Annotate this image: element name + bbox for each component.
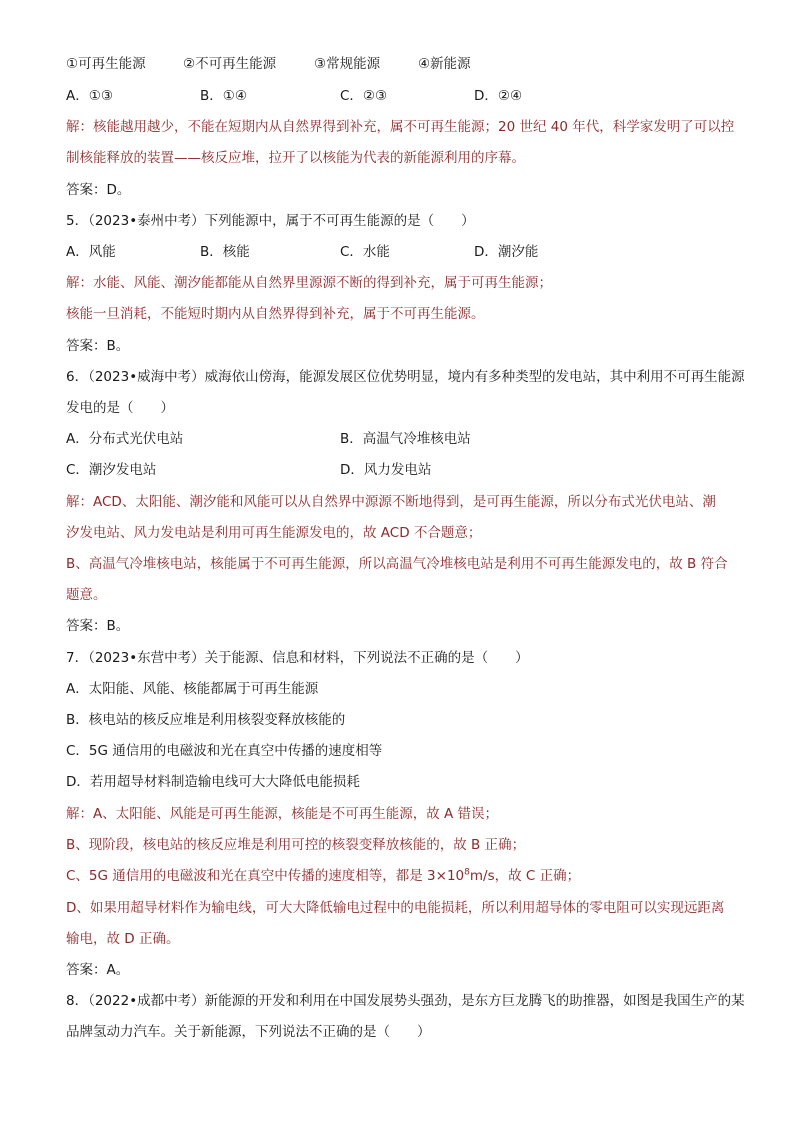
option-type-1: ①可再生能源 xyxy=(66,56,146,72)
option-type-3: ③常规能源 xyxy=(314,56,381,72)
q7-choice-c: C．5G 通信用的电磁波和光在真空中传播的速度相等 xyxy=(66,743,383,759)
q7-solution-line-3 xyxy=(66,866,580,886)
q5-choice-d: D．潮汐能 xyxy=(474,244,539,260)
q7-choice-a: A．太阳能、风能、核能都属于可再生能源 xyxy=(66,681,319,697)
q5-answer: 答案：B。 xyxy=(66,338,130,354)
q6-solution-line-3: B、高温气冷堆核电站，核能属于不可再生能源，所以高温气冷堆核电站是利用不可再生能源发电的，故 B 符合 xyxy=(66,556,728,572)
q8-stem-line-2: 品牌氢动力汽车。关于新能源，下列说法不正确的是（ ） xyxy=(66,1024,431,1040)
q5-choice-a: A．风能 xyxy=(66,244,116,260)
q7-solution-line-3-tail: m/s，故 C 正确； xyxy=(469,868,581,884)
q8-stem-line-1: 8．（2022•成都中考）新能源的开发和利用在中国发展势头强劲，是东方巨龙腾飞的助推器，如图是我国生产的某 xyxy=(66,993,745,1009)
q6-stem-line-1: 6．（2023•威海中考）威海依山傍海，能源发展区位优势明显，境内有多种类型的发电站，其中利用不可再生能源 xyxy=(66,369,745,385)
q6-choice-a: A．分布式光伏电站 xyxy=(66,431,184,447)
q6-choice-c: C．潮汐发电站 xyxy=(66,462,157,478)
q6-choice-b: B．高温气冷堆核电站 xyxy=(340,431,471,447)
q7-solution-line-1: 解：A、太阳能、风能是可再生能源，核能是不可再生能源，故 A 错误； xyxy=(66,806,499,822)
q5-stem: 5．（2023•泰州中考）下列能源中，属于不可再生能源的是（ ） xyxy=(66,213,475,229)
q4-choice-c: C．②③ xyxy=(340,88,388,104)
q6-choice-d: D．风力发电站 xyxy=(340,462,432,478)
option-type-4: ④新能源 xyxy=(418,56,471,72)
q6-solution-line-1: 解：ACD、太阳能、潮汐能和风能可以从自然界中源源不断地得到，是可再生能源，所以分布式光伏电站、潮 xyxy=(66,494,716,510)
q7-stem: 7．（2023•东营中考）关于能源、信息和材料，下列说法不正确的是（ ） xyxy=(66,650,529,666)
q4-solution-line-2: 制核能释放的装置——核反应堆，拉开了以核能为代表的新能源利用的序幕。 xyxy=(66,150,525,166)
q6-stem-line-2: 发电的是（ ） xyxy=(66,400,174,416)
q4-choice-a: A．①③ xyxy=(66,88,113,104)
q4-solution-line-1: 解：核能越用越少，不能在短期内从自然界得到补充，属不可再生能源；20 世纪 40 年代，科学家发明了可以控 xyxy=(66,119,735,135)
q7-choice-d: D．若用超导材料制造输电线可大大降低电能损耗 xyxy=(66,774,360,790)
q7-solution-line-4: D、如果用超导材料作为输电线，可大大降低输电过程中的电能损耗，所以利用超导体的零电阻可以实现远距离 xyxy=(66,900,725,916)
q7-answer: 答案：A。 xyxy=(66,962,130,978)
q4-choice-d: D．②④ xyxy=(474,88,523,104)
q6-solution-line-4: 题意。 xyxy=(66,587,107,603)
q4-choice-b: B．①④ xyxy=(200,88,247,104)
q7-solution-exponent: 8 xyxy=(464,867,470,878)
q6-answer: 答案：B。 xyxy=(66,618,130,634)
q7-solution-line-2: B、现阶段，核电站的核反应堆是利用可控的核裂变释放核能的，故 B 正确； xyxy=(66,837,526,853)
q4-answer: 答案：D。 xyxy=(66,182,131,198)
q5-choice-c: C．水能 xyxy=(340,244,390,260)
q7-choice-b: B．核电站的核反应堆是利用核裂变释放核能的 xyxy=(66,712,346,728)
q6-solution-line-2: 汐发电站、风力发电站是利用可再生能源发电的，故 ACD 不合题意； xyxy=(66,525,482,541)
q7-solution-line-5: 输电，故 D 正确。 xyxy=(66,931,180,947)
q5-choice-b: B．核能 xyxy=(200,244,250,260)
option-type-2: ②不可再生能源 xyxy=(183,56,277,72)
q5-solution-line-1: 解：水能、风能、潮汐能都能从自然界里源源不断的得到补充，属于可再生能源； xyxy=(66,275,552,291)
q7-solution-line-3-main: C、5G 通信用的电磁波和光在真空中传播的速度相等，都是 3×10 xyxy=(66,868,465,884)
q5-solution-line-2: 核能一旦消耗，不能短时期内从自然界得到补充，属于不可再生能源。 xyxy=(66,306,485,322)
